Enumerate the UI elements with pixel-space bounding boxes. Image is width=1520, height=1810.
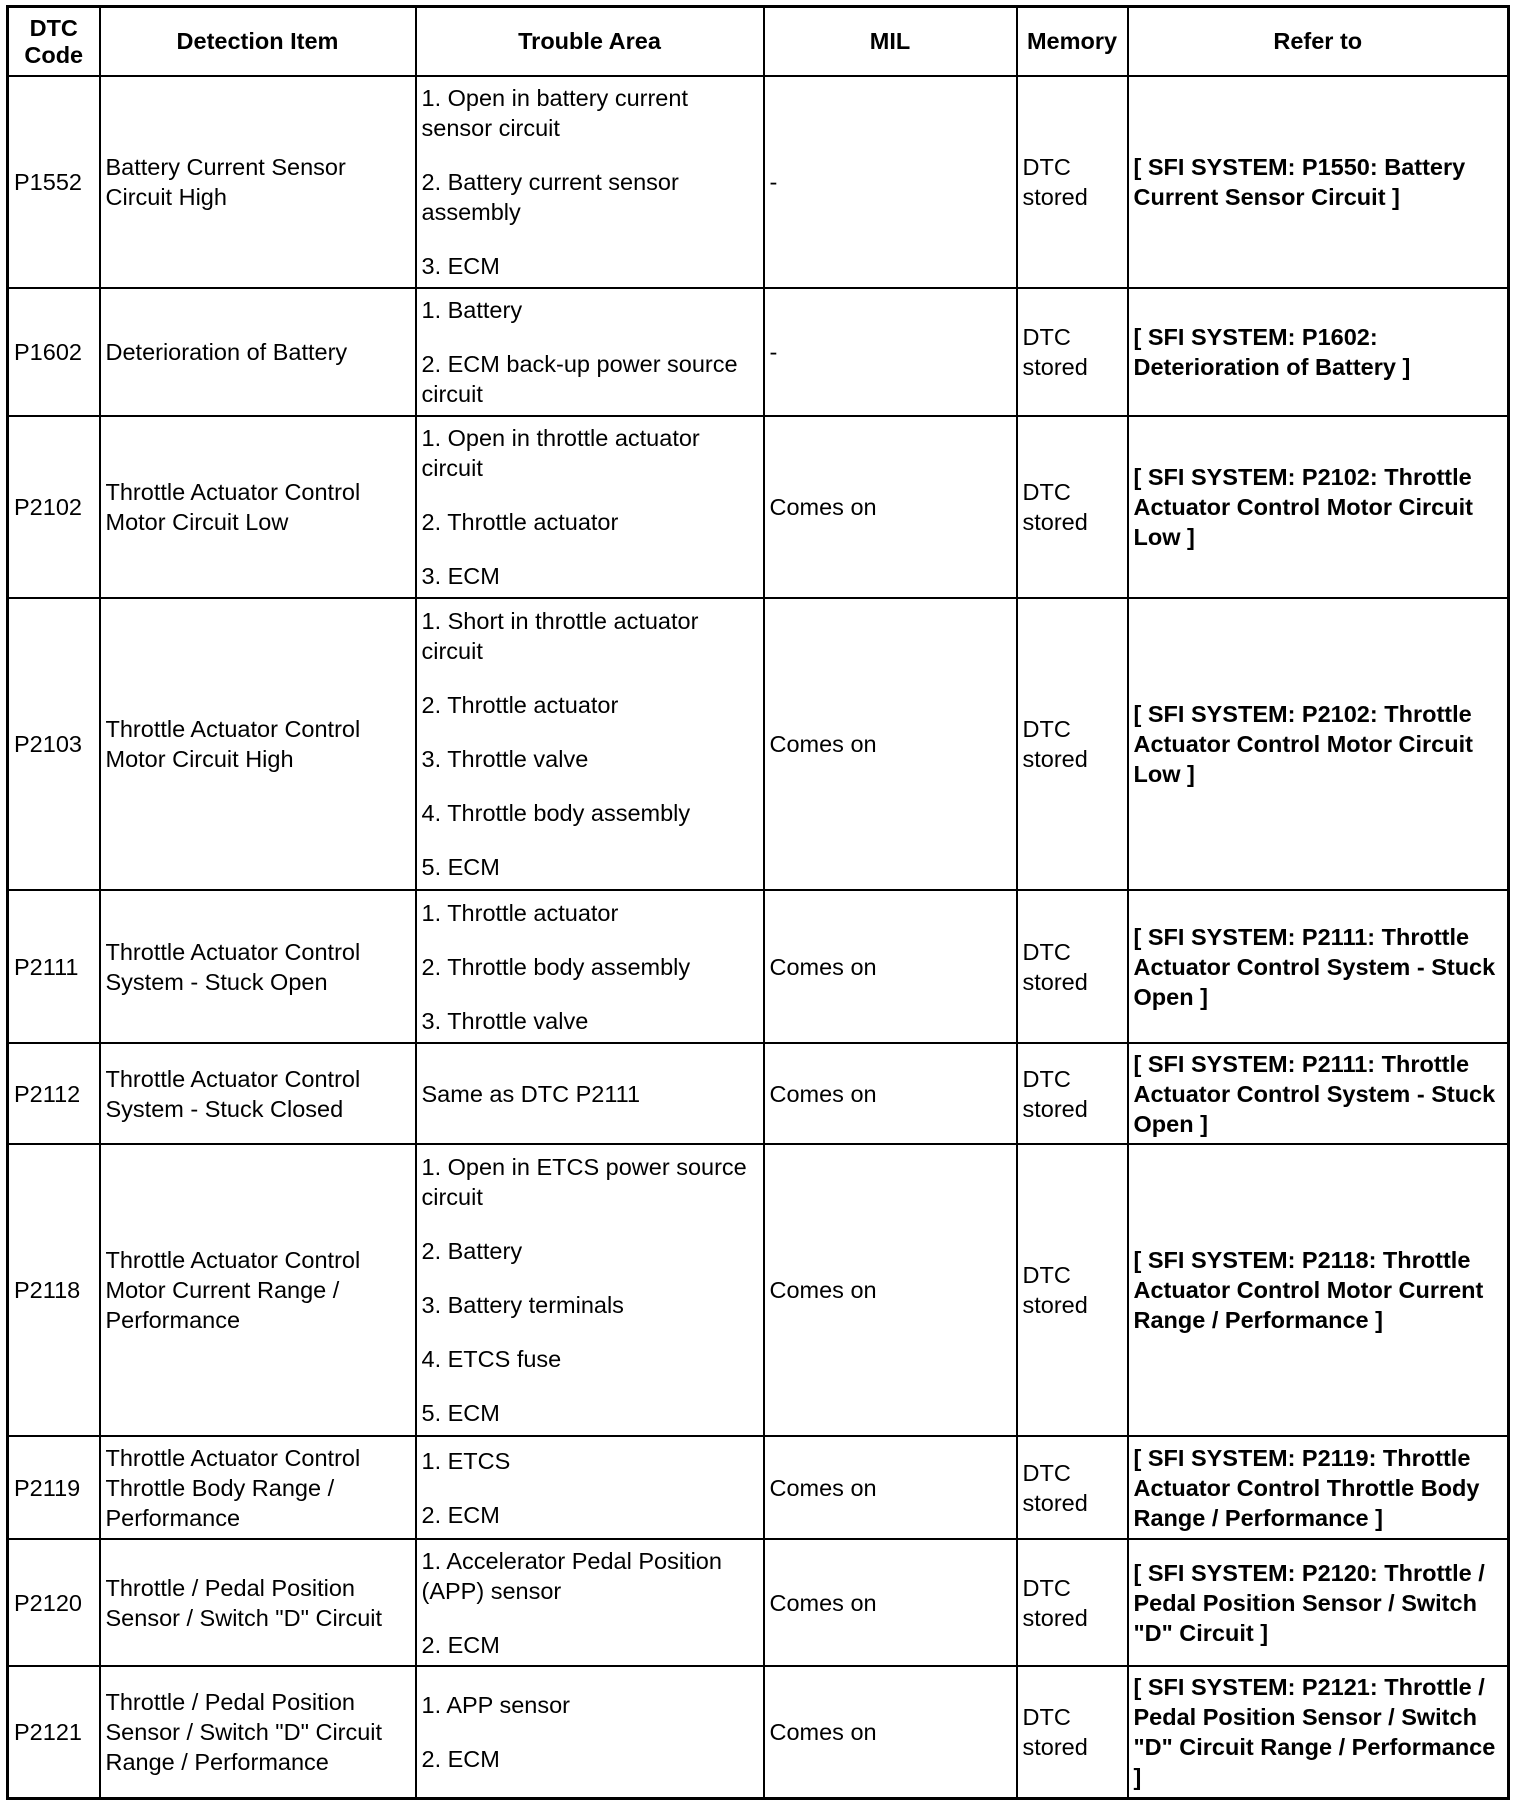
trouble-area-line: 4. ETCS fuse <box>421 1346 562 1372</box>
refer-to-cell: [ SFI SYSTEM: P2102: Throttle Actuator Control Motor Circuit Low ] <box>1128 416 1509 598</box>
refer-to-cell: [ SFI SYSTEM: P2111: Throttle Actuator Control System - Stuck Open ] <box>1128 890 1509 1043</box>
mil-cell: Comes on <box>764 1539 1017 1666</box>
trouble-area-line: 1. Throttle actuator <box>421 899 619 926</box>
dtc-code-cell: P1552 <box>8 76 100 288</box>
detection-item-cell: Throttle Actuator Control System - Stuck Closed <box>100 1043 416 1144</box>
header-trouble-area: Trouble Area <box>416 7 764 77</box>
memory-cell: DTC stored <box>1017 598 1128 890</box>
detection-item-cell: Throttle Actuator Control Motor Current Range / Performance <box>100 1144 416 1436</box>
detection-item-cell: Throttle Actuator Control System - Stuck Open <box>100 890 416 1043</box>
memory-cell: DTC stored <box>1017 1436 1128 1539</box>
trouble-area-cell <box>416 1539 764 1666</box>
trouble-area-line: 2. ECM <box>421 1631 500 1658</box>
refer-to-cell: [ SFI SYSTEM: P2120: Throttle / Pedal Position Sensor / Switch "D" Circuit ] <box>1128 1539 1509 1666</box>
table-row <box>8 76 1509 288</box>
table-row <box>8 1043 1509 1144</box>
refer-to-cell: [ SFI SYSTEM: P2118: Throttle Actuator Control Motor Current Range / Performance ] <box>1128 1144 1509 1436</box>
table-row <box>8 1666 1509 1798</box>
mil-cell: Comes on <box>764 1144 1017 1436</box>
memory-cell: DTC stored <box>1017 1539 1128 1666</box>
memory-cell: DTC stored <box>1017 890 1128 1043</box>
mil-cell: Comes on <box>764 416 1017 598</box>
trouble-area-cell <box>416 1043 764 1144</box>
trouble-area-line: 3. ECM <box>421 253 500 279</box>
trouble-area-line: 3. ECM <box>421 563 500 589</box>
trouble-area-cell <box>416 1666 764 1798</box>
trouble-area-line: 5. ECM <box>421 854 500 880</box>
mil-cell: Comes on <box>764 890 1017 1043</box>
mil-cell: - <box>764 76 1017 288</box>
header-memory: Memory <box>1017 7 1128 77</box>
memory-cell: DTC stored <box>1017 76 1128 288</box>
mil-cell: - <box>764 288 1017 416</box>
dtc-table <box>6 5 1510 1800</box>
trouble-area-cell <box>416 1436 764 1539</box>
detection-item-cell: Throttle Actuator Control Motor Circuit High <box>100 598 416 890</box>
memory-cell: DTC stored <box>1017 1144 1128 1436</box>
trouble-area-cell <box>416 598 764 890</box>
trouble-area-line: 2. Throttle actuator <box>421 509 619 535</box>
trouble-area-line: 3. Battery terminals <box>421 1292 624 1318</box>
trouble-area-line: 3. Throttle valve <box>421 1007 589 1034</box>
trouble-area-line: 2. ECM back-up power source circuit <box>421 351 738 407</box>
trouble-area-line: 3. Throttle valve <box>421 746 589 772</box>
header-row <box>8 7 1509 77</box>
mil-cell: Comes on <box>764 1666 1017 1798</box>
trouble-area-line: 1. Short in throttle actuator circuit <box>421 608 699 664</box>
table-row <box>8 1539 1509 1666</box>
table-row <box>8 288 1509 416</box>
table-row <box>8 598 1509 890</box>
refer-to-cell: [ SFI SYSTEM: P2121: Throttle / Pedal Position Sensor / Switch "D" Circuit Range / Performance ] <box>1128 1666 1509 1798</box>
mil-cell: Comes on <box>764 598 1017 890</box>
memory-cell: DTC stored <box>1017 1043 1128 1144</box>
trouble-area-line: 4. Throttle body assembly <box>421 800 691 826</box>
memory-cell: DTC stored <box>1017 288 1128 416</box>
trouble-area-line: 2. ECM <box>421 1745 500 1772</box>
memory-cell: DTC stored <box>1017 416 1128 598</box>
dtc-code-cell: P2112 <box>8 1043 100 1144</box>
trouble-area-line: 1. Accelerator Pedal Position (APP) sensor <box>421 1547 722 1604</box>
table-row <box>8 1144 1509 1436</box>
detection-item-cell: Throttle / Pedal Position Sensor / Switch "D" Circuit <box>100 1539 416 1666</box>
header-detection-item: Detection Item <box>100 7 416 77</box>
dtc-code-cell: P2120 <box>8 1539 100 1666</box>
trouble-area-line: 1. Open in ETCS power source circuit <box>421 1154 747 1210</box>
refer-to-cell: [ SFI SYSTEM: P2102: Throttle Actuator Control Motor Circuit Low ] <box>1128 598 1509 890</box>
trouble-area-line: 2. Battery <box>421 1238 523 1264</box>
table-row <box>8 416 1509 598</box>
trouble-area-line: 1. APP sensor <box>421 1691 570 1718</box>
trouble-area-line: 2. Throttle actuator <box>421 692 619 718</box>
refer-to-cell: [ SFI SYSTEM: P1550: Battery Current Sensor Circuit ] <box>1128 76 1509 288</box>
trouble-area-line: 1. Open in battery current sensor circuit <box>421 85 688 141</box>
dtc-code-cell: P2102 <box>8 416 100 598</box>
dtc-code-cell: P1602 <box>8 288 100 416</box>
mil-cell: Comes on <box>764 1043 1017 1144</box>
trouble-area-line: 1. ETCS <box>421 1447 511 1474</box>
mil-cell: Comes on <box>764 1436 1017 1539</box>
refer-to-cell: [ SFI SYSTEM: P2111: Throttle Actuator Control System - Stuck Open ] <box>1128 1043 1509 1144</box>
trouble-area-line: 2. ECM <box>421 1501 500 1528</box>
trouble-area-line: 2. Battery current sensor assembly <box>421 169 679 225</box>
trouble-area-cell <box>416 416 764 598</box>
dtc-code-cell: P2119 <box>8 1436 100 1539</box>
header-refer-to: Refer to <box>1128 7 1509 77</box>
detection-item-cell: Throttle / Pedal Position Sensor / Switch "D" Circuit Range / Performance <box>100 1666 416 1798</box>
dtc-code-cell: P2118 <box>8 1144 100 1436</box>
dtc-code-cell: P2121 <box>8 1666 100 1798</box>
detection-item-cell: Deterioration of Battery <box>100 288 416 416</box>
table-row <box>8 890 1509 1043</box>
memory-cell: DTC stored <box>1017 1666 1128 1798</box>
header-dtc-code: DTC Code <box>8 7 100 77</box>
dtc-code-cell: P2111 <box>8 890 100 1043</box>
refer-to-cell: [ SFI SYSTEM: P2119: Throttle Actuator Control Throttle Body Range / Performance ] <box>1128 1436 1509 1539</box>
header-mil: MIL <box>764 7 1017 77</box>
trouble-area-line: 1. Battery <box>421 297 523 323</box>
trouble-area-line: 5. ECM <box>421 1400 500 1426</box>
trouble-area-line: Same as DTC P2111 <box>421 1080 641 1107</box>
detection-item-cell: Throttle Actuator Control Motor Circuit Low <box>100 416 416 598</box>
refer-to-cell: [ SFI SYSTEM: P1602: Deterioration of Battery ] <box>1128 288 1509 416</box>
trouble-area-line: 2. Throttle body assembly <box>421 953 691 980</box>
detection-item-cell: Throttle Actuator Control Throttle Body Range / Performance <box>100 1436 416 1539</box>
trouble-area-line: 1. Open in throttle actuator circuit <box>421 425 700 481</box>
trouble-area-cell <box>416 1144 764 1436</box>
trouble-area-cell <box>416 76 764 288</box>
trouble-area-cell <box>416 890 764 1043</box>
trouble-area-cell <box>416 288 764 416</box>
dtc-code-cell: P2103 <box>8 598 100 890</box>
table-row <box>8 1436 1509 1539</box>
detection-item-cell: Battery Current Sensor Circuit High <box>100 76 416 288</box>
